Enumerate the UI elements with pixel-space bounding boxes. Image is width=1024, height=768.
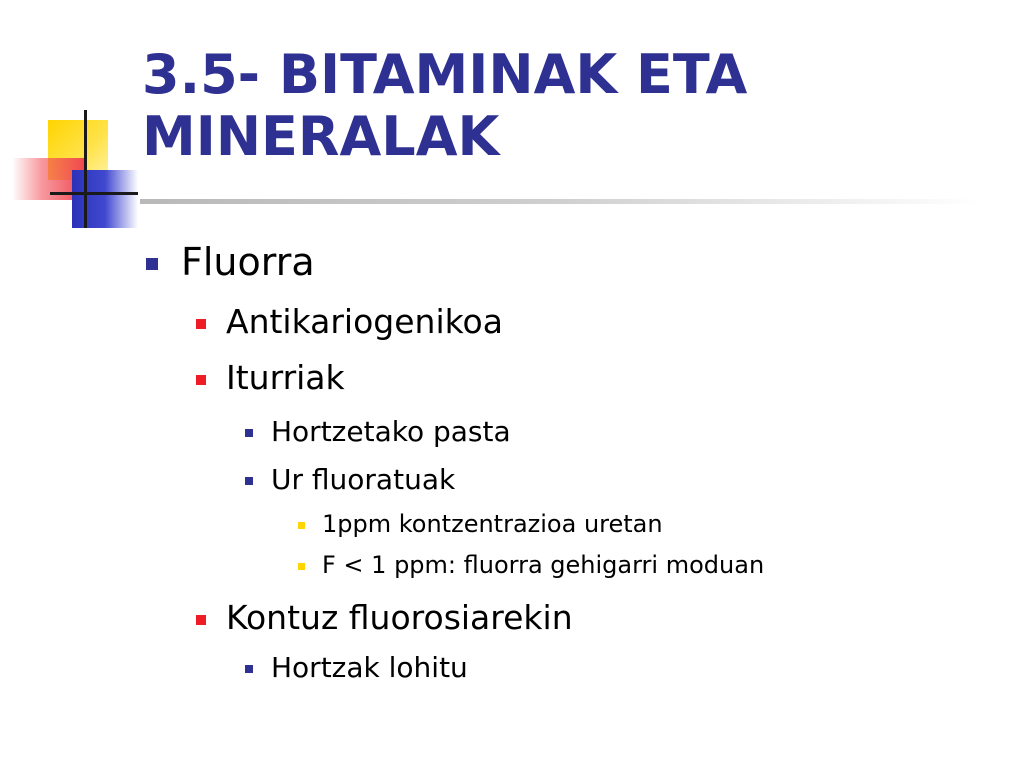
list-item-kontzentrazioa: 1ppm kontzentrazioa uretan — [322, 510, 663, 538]
slide-title-line-1: 3.5- BITAMINAK ETA — [142, 43, 748, 106]
list-item-ur-fluoratuak: Ur fluoratuak — [271, 463, 456, 496]
bullet-level-3 — [245, 477, 253, 485]
list-item-hortzak-lohitu: Hortzak lohitu — [271, 651, 468, 684]
list-item-fluorra: Fluorra — [181, 240, 315, 284]
bullet-level-3 — [245, 665, 253, 673]
bullet-level-2 — [196, 615, 206, 625]
list-item-hortzetako-pasta: Hortzetako pasta — [271, 415, 511, 448]
bullet-level-4 — [298, 563, 305, 570]
bullet-level-3 — [245, 429, 253, 437]
bullet-level-4 — [298, 522, 305, 529]
bullet-level-1 — [146, 258, 158, 270]
bullet-level-2 — [196, 375, 206, 385]
slide-title-line-2: MINERALAK — [142, 105, 500, 168]
list-item-iturriak: Iturriak — [226, 358, 345, 397]
bullet-level-2 — [196, 319, 206, 329]
list-item-antikariogenikoa: Antikariogenikoa — [226, 302, 503, 341]
list-item-gehigarri: F < 1 ppm: fluorra gehigarri moduan — [322, 551, 765, 579]
list-item-kontuz-fluorosiarekin: Kontuz fluorosiarekin — [226, 598, 573, 637]
